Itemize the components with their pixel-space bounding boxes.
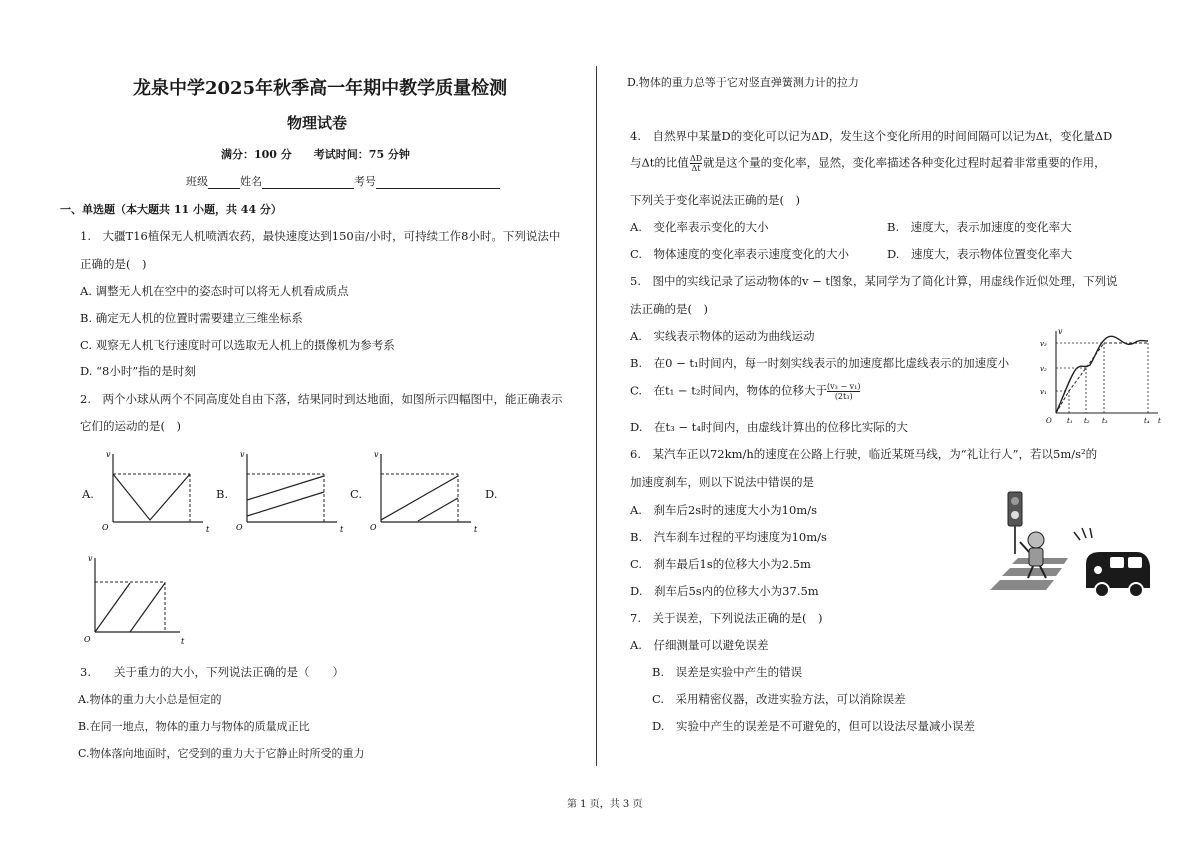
graph-t-label: t [1158,417,1161,425]
line-lower [247,492,324,516]
car-window [1128,557,1142,568]
axis-t-label: t [340,525,344,534]
q4-option-d[interactable]: D. 速度大，表示物体位置变化率大 [887,247,1072,261]
q4-fraction-numerator: ΔD [689,154,703,163]
line-first [95,583,130,632]
q7-option-b[interactable]: B. 误差是实验中产生的错误 [652,665,803,679]
q3-option-b[interactable]: B.在同一地点，物体的重力与物体的质量成正比 [78,720,310,733]
q2-option-d-label[interactable]: D. [485,487,498,501]
origin-label: O [236,523,243,532]
q4-option-c[interactable]: C. 物体速度的变化率表示速度变化的大小 [630,247,850,261]
q1-option-a[interactable]: A. 调整无人机在空中的姿态时可以将无人机看成质点 [80,284,349,298]
axis-v-label: v [88,554,93,563]
name-label: 姓名 [240,175,262,188]
pedestrian-head-icon [1028,532,1044,548]
motion-mark [1090,528,1092,538]
q1-stem-line1: 1. 大疆T16植保无人机喷洒农药，最快速度达到150亩/小时，可持续工作8小时。下列说法中 [80,229,561,243]
exam-title: 龙泉中学2025年秋季高一年期中教学质量检测 [133,78,508,99]
crosswalk-illustration [986,482,1156,600]
light-bottom [1011,511,1019,519]
q2-graph-a [98,448,213,538]
column-divider [596,66,597,766]
q6-stem-line1: 6. 某汽车正以72km/h的速度在公路上行驶，临近某斑马线，为“礼让行人”，若以5m/s²的 [630,447,1098,461]
q4-fraction-denominator: Δt [691,164,701,173]
q1-option-c[interactable]: C. 观察无人机飞行速度时可以选取无人机上的摄像机为参考系 [80,338,395,352]
q3-option-c[interactable]: C.物体落向地面时，它受到的重力大于它静止时所受的重力 [78,747,365,760]
q5-stem-line1: 5. 图中的实线记录了运动物体的v − t图象，某同学为了简化计算，用虚线作近似处理，下列说 [630,274,1118,288]
actual-curve [1056,336,1148,413]
v-line [113,474,190,520]
q3-option-d[interactable]: D.物体的重力总等于它对竖直弹簧测力计的拉力 [627,76,859,89]
axis-v-label: v [106,450,111,459]
q5-option-c[interactable] [630,382,860,401]
q4-stem-line2 [630,154,1106,173]
q6-option-c[interactable]: C. 刹车最后1s的位移大小为2.5m [630,557,811,571]
q4-line2-post: 就是这个量的变化率，显然，变化率描述各种变化过程时起着非常重要的作用， [703,155,1106,170]
q4-option-a[interactable]: A. 变化率表示变化的大小 [630,220,769,234]
q5-stem-line2: 法正确的是( ) [630,302,708,316]
q2-option-c-label[interactable]: C. [350,487,363,501]
origin-label: O [102,523,109,532]
q6-option-a[interactable]: A. 刹车后2s时的速度大小为10m/s [630,503,817,517]
q2-option-b-label[interactable]: B. [216,487,229,501]
q7-option-c[interactable]: C. 采用精密仪器，改进实验方法，可以消除误差 [652,692,906,706]
graph-v1-label: v₁ [1040,388,1047,396]
student-info-line [186,173,500,189]
motion-mark [1082,528,1086,538]
car-wheel [1095,583,1109,597]
q7-option-a[interactable]: A. 仔细测量可以避免误差 [630,638,769,652]
q6-option-b[interactable]: B. 汽车刹车过程的平均速度为10m/s [630,530,827,544]
axis-v-label: v [240,450,245,459]
graph-t1-label: t₁ [1067,417,1073,425]
approx-dashed-line [1056,343,1148,413]
graph-v-label: v [1058,327,1063,336]
section-heading: 一、单选题（本大题共 11 小题，共 44 分） [60,203,282,216]
axis-t-label: t [474,525,478,534]
graph-t4-label: t₄ [1144,417,1150,425]
axis-t-label: t [206,525,210,534]
q2-graph-b [232,448,347,538]
pedestrian-arm [1020,542,1029,552]
axis-v-label: v [374,450,379,459]
q6-option-d[interactable]: D. 刹车后5s内的位移大小为37.5m [630,584,819,598]
q6-stem-line2: 加速度刹车，则以下说法中错误的是 [630,475,814,489]
name-blank[interactable] [262,176,354,189]
q4-line2-pre: 与Δt的比值 [630,155,689,170]
car-wheel [1129,583,1143,597]
q7-option-d[interactable]: D. 实验中产生的误差是不可避免的，但可以设法尽量减小误差 [652,719,975,733]
q1-option-d[interactable]: D. “8小时”指的是时刻 [80,364,196,378]
q2-stem-line2: 它们的运动的是( ) [80,419,181,433]
q5-option-b[interactable]: B. 在0 − t₁时间内，每一时刻实线表示的加速度都比虚线表示的加速度小 [630,356,1010,370]
q4-option-b[interactable]: B. 速度大，表示加速度的变化率大 [887,220,1072,234]
motion-mark [1074,532,1080,540]
graph-v2-label: v₂ [1040,365,1047,373]
q5-option-c-text: C. 在t₁ − t₂时间内，物体的位移大于 [630,383,827,398]
graph-origin-label: O [1046,417,1052,425]
page-number: 第 1 页，共 3 页 [567,799,643,810]
light-top [1011,497,1019,505]
class-label: 班级 [186,175,208,188]
q1-stem-line2: 正确的是( ) [80,257,147,271]
car-window [1110,557,1124,568]
q2-stem-line1: 2. 两个小球从两个不同高度处自由下落，结果同时到达地面，如图所示四幅图中，能正确表示 [80,392,563,406]
line-long [381,476,458,520]
q2-graph-d [80,552,195,647]
q4-stem-line3: 下列关于变化率说法正确的是( ) [630,193,800,207]
q5-option-c-fraction [827,382,860,401]
q7-stem: 7. 关于误差，下列说法正确的是( ) [630,611,823,625]
exam-subtitle: 物理试卷 [287,114,348,132]
q5-fraction-numerator: (v₃ − v₁) [826,382,861,391]
score-time: 满分：100 分 考试时间：75 分钟 [221,148,410,161]
q4-stem-line1: 4. 自然界中某量D的变化可以记为ΔD，发生这个变化所用的时间间隔可以记为Δt，变化量ΔD [630,129,1113,143]
q1-option-b[interactable]: B. 确定无人机的位置时需要建立三维坐标系 [80,311,303,325]
line-upper [247,476,324,500]
origin-label: O [84,635,91,644]
q3-option-a[interactable]: A.物体的重力大小总是恒定的 [78,693,222,706]
axis-t-label: t [181,637,185,646]
line-short [418,498,458,521]
q2-graph-c [366,448,481,538]
line-second [130,583,165,632]
id-label: 考号 [354,175,376,188]
crosswalk-stripe [990,580,1054,590]
q5-option-a[interactable]: A. 实线表示物体的运动为曲线运动 [630,329,815,343]
q5-vt-graph [1036,325,1166,430]
graph-v3-label: v₃ [1040,340,1047,348]
q3-stem: 3. 关于重力的大小，下列说法正确的是（ ） [80,665,344,679]
pedestrian-body-icon [1029,548,1043,566]
graph-t2-label: t₂ [1084,417,1090,425]
q4-fraction [690,154,702,173]
id-blank[interactable] [376,176,500,189]
origin-label: O [370,523,377,532]
q2-option-a-label[interactable]: A. [82,487,94,501]
graph-t3-label: t₃ [1102,417,1108,425]
q5-fraction-denominator: (2t₃) [834,392,853,401]
car-headlight [1094,566,1102,574]
q5-option-d[interactable]: D. 在t₃ − t₄时间内，由虚线计算出的位移比实际的大 [630,420,908,434]
class-blank[interactable] [208,176,240,189]
